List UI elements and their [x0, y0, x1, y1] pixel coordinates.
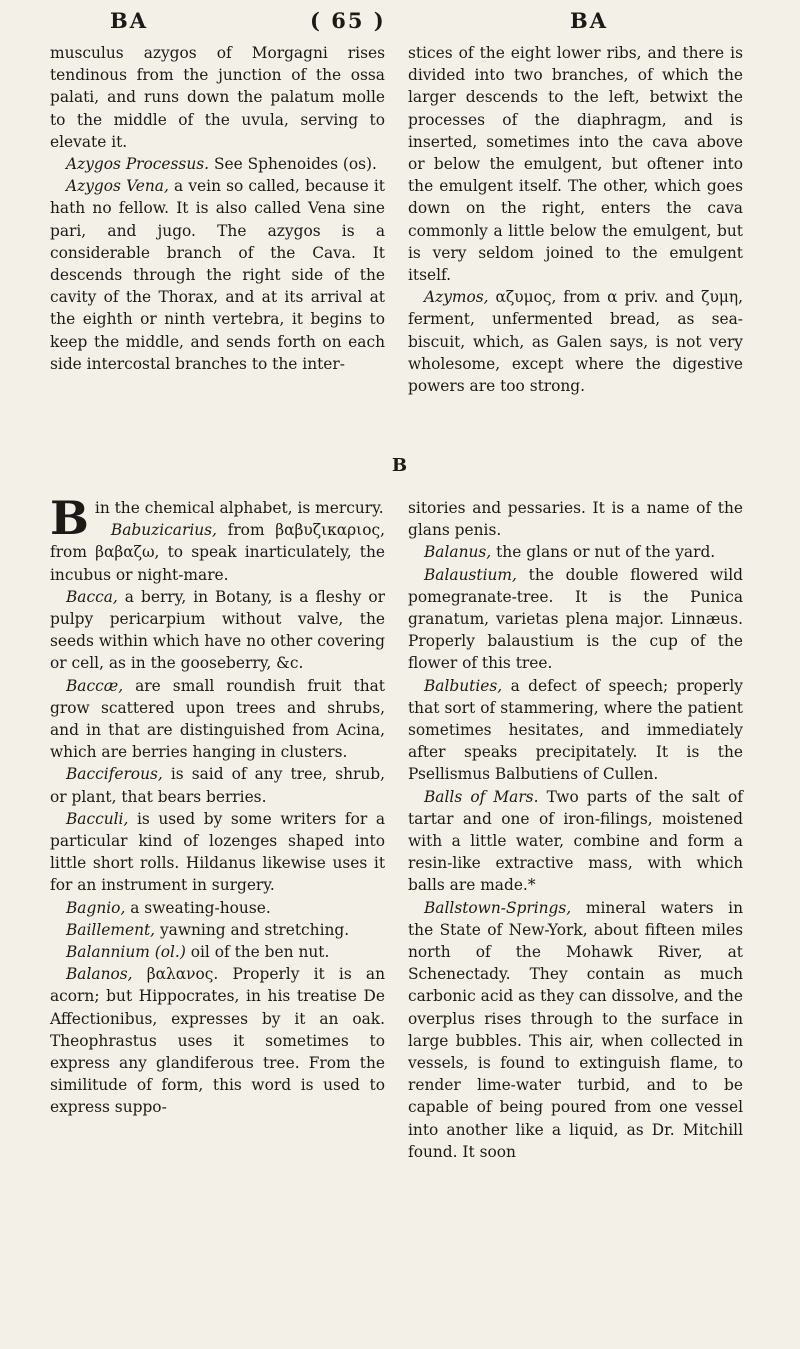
column-top-left: [50, 42, 385, 375]
entry-text: See Sphenoides (os).: [209, 155, 377, 174]
headword: Ballstown-Springs,: [424, 898, 572, 917]
entry-paragraph: [408, 541, 743, 563]
running-head-right: BA: [570, 8, 609, 33]
entry-paragraph: [408, 42, 743, 286]
headword: Balanos,: [66, 965, 133, 984]
entry-paragraph: [50, 763, 385, 807]
entry-text: the glans or nut of the yard.: [491, 543, 716, 562]
entry-text: yawning and stretching.: [155, 920, 350, 939]
entry-text: is used by some writers for a particular kind of lozenges shaped into little short rolls. Hildanus likewise uses it for an instrument in surgery.: [50, 809, 385, 895]
entry-text: in the chemical alphabet, is mercury.: [94, 499, 384, 517]
entry-paragraph: [50, 519, 385, 586]
entry-text: a sweating-house.: [125, 898, 271, 917]
entry-text: βαλανος. Properly it is an acorn; but Hippocrates, in his treatise De Affectionibus, expresses by it an oak. Theophrastus uses it sometimes to express any glandiferous tree. From the similitude of form, this word is used to express suppo-: [50, 965, 385, 1117]
entry-paragraph: [50, 897, 385, 919]
entry-text: are small roundish fruit that grow scattered upon trees and shrubs, and in that are distinguished from Acina, which are berries hanging in clusters.: [50, 676, 385, 762]
running-head-left: BA: [110, 8, 149, 33]
entry-paragraph: [50, 175, 385, 375]
headword: Bacciferous,: [66, 765, 163, 784]
entry-paragraph: [408, 897, 743, 1163]
entry-paragraph: [408, 564, 743, 675]
entry-text: is said of any tree, shrub, or plant, that bears berries.: [50, 765, 385, 806]
entry-paragraph: [50, 42, 385, 153]
entry-paragraph: [50, 586, 385, 675]
entry-text: mineral waters in the State of New-York, about fifteen miles north of the Mohawk River, at Schenectady. They contain as much carbonic acid as they can dissolve, and the overplus rises through to the surface in large bubbles. This air, when collected in vessels, is found to extinguish flame, to render lime-water turbid, and to be capable of being poured from one vessel into another like a liquid, as Dr. Mitchill found. It soon: [408, 898, 743, 1161]
entry-paragraph: [50, 675, 385, 764]
entry-text: sitories and pessaries. It is a name of the glans penis.: [408, 499, 743, 540]
section-letter: B: [391, 455, 409, 476]
entry-paragraph: [408, 497, 743, 541]
entry-text: the double flowered wild pomegranate-tree. It is the Punica granatum, varietas plena major. Linnæus. Properly balaustium is the cup of the flower of this tree.: [408, 565, 743, 673]
headword: Azygos Vena,: [66, 177, 169, 196]
entry-text: oil of the ben nut.: [185, 943, 330, 962]
entry-text: a defect of speech; properly that sort of stammering, where the patient sometimes hesitates, and immediately after speaks precipitately. It is the Psellismus Balbutiens of Cullen.: [408, 676, 743, 784]
entry-text: musculus azygos of Morgagni rises tendinous from the junction of the ossa palati, and runs down the palatum molle to the middle of the uvula, serving to elevate it.: [50, 44, 385, 151]
drop-cap: B: [50, 491, 89, 545]
entry-text: αζυμος, from α priv. and ζυμη, ferment, unfermented bread, as sea-biscuit, which, as Galen says, is not very wholesome, except where the digestive powers are too strong.: [408, 288, 743, 396]
column-bottom-left: [50, 491, 385, 1119]
headword: Balannium (ol.): [66, 943, 186, 962]
headword: Balaustium,: [424, 565, 517, 584]
entry-text: Two parts of the salt of tartar and one of iron-filings, moistened with a little water, combine and form a resin-like extractive mass, with which balls are made.*: [408, 787, 743, 895]
headword: Azygos Processus.: [66, 155, 210, 174]
entry-text: from βαβυζικαριος, from βαβαζω, to speak inarticulately, the incubus or night-mare.: [50, 521, 385, 584]
entry-paragraph: [50, 808, 385, 897]
entry-paragraph: [50, 941, 385, 963]
headword: Balls of Mars.: [424, 787, 539, 806]
headword: Babuzicarius,: [110, 521, 217, 540]
entry-paragraph: [50, 963, 385, 1118]
page-number: ( 65 ): [310, 8, 386, 33]
entry-paragraph: [50, 919, 385, 941]
entry-text: a berry, in Botany, is a fleshy or pulpy pericarpium without valve, the seeds within which have no other covering or cell, as in the gooseberry, &c.: [50, 587, 385, 673]
headword: Balbuties,: [424, 676, 503, 695]
entry-paragraph: [408, 286, 743, 397]
column-top-right: [408, 42, 743, 397]
headword: Baillement,: [66, 920, 156, 939]
headword: Azymos,: [424, 288, 489, 307]
headword: Bagnio,: [66, 898, 126, 917]
entry-text: stices of the eight lower ribs, and there is divided into two branches, of which the larger descends to the left, betwixt the processes of the diaphragm, and is inserted, sometimes into the cava above or below the emulgent, but oftener into the emulgent itself. The other, which goes down on the right, enters the cava commonly a little below the emulgent, but is very seldom joined to the emulgent itself.: [408, 44, 743, 285]
entry-text: a vein so called, because it hath no fellow. It is also called Vena sine pari, and jugo. The azygos is a considerable branch of the Cava. It descends through the right side of the cavity of the Thorax, and at its arrival at the eighth or ninth vertebra, it begins to keep the middle, and sends forth on each side intercostal branches to the inter-: [50, 177, 385, 373]
headword: Balanus,: [424, 543, 492, 562]
entry-paragraph: [50, 153, 385, 175]
column-bottom-right: [408, 497, 743, 1163]
entry-paragraph: [408, 786, 743, 897]
entry-paragraph: [408, 675, 743, 786]
headword: Baccæ,: [66, 676, 124, 695]
dictionary-page: [50, 0, 750, 1349]
headword: Bacca,: [66, 587, 118, 606]
running-head: [50, 8, 750, 42]
headword: Bacculi,: [66, 809, 129, 828]
